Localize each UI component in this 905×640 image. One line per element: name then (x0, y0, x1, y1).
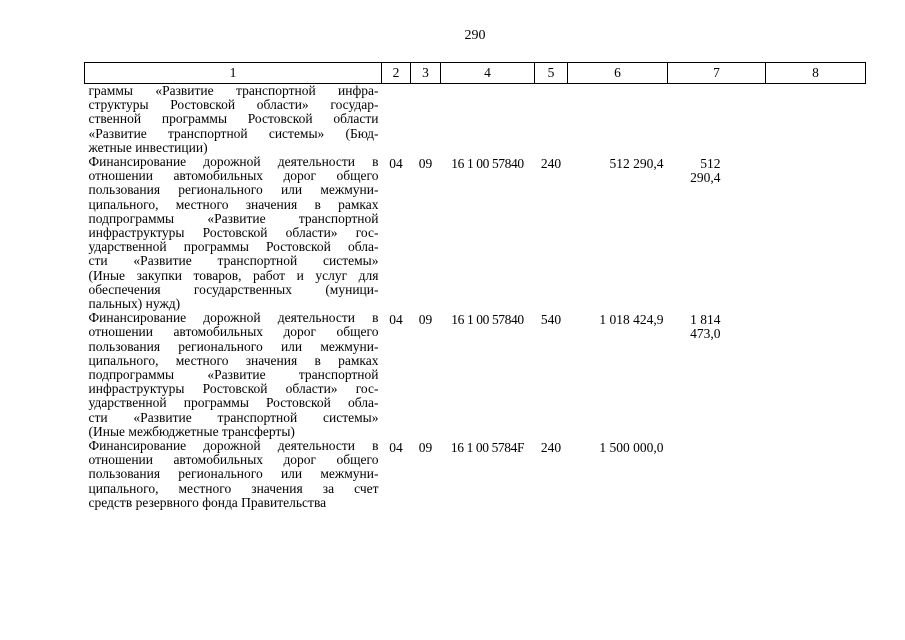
row-description (85, 84, 382, 156)
description-line: отношении автомобильных дорог общего (88, 168, 379, 184)
amount-year-3 (766, 311, 866, 439)
target-article-code: 16 1 00 57840 (451, 156, 524, 172)
amount-year-2: 512 290,4 (690, 156, 721, 186)
description-line: пользования регионального или межмуни- (88, 182, 379, 198)
column-header-1: 1 (85, 63, 382, 84)
description-line: инфраструктуры Ростовской области» гос- (88, 225, 379, 241)
row-description (85, 155, 382, 311)
description-line: ударственной программы Ростовской обла- (88, 239, 379, 255)
description-line: Финансирование дорожной деятельности в (88, 438, 379, 454)
column-header-3: 3 (411, 63, 441, 84)
description-line: Финансирование дорожной деятельности в (88, 154, 379, 170)
description-line: (Иные межбюджетные трансферты) (88, 423, 295, 439)
amount-year-1: 1 018 424,9 (599, 312, 664, 328)
column-header-6: 6 (568, 63, 668, 84)
subsection-code (411, 84, 441, 156)
target-article-code (441, 84, 535, 156)
section-code: 04 (389, 156, 403, 172)
description-line: отношении автомобильных дорог общего (88, 452, 379, 468)
column-header-2: 2 (382, 63, 411, 84)
description-line: отношении автомобильных дорог общего (88, 324, 379, 340)
expense-type-code: 240 (540, 440, 562, 456)
column-header-4: 4 (441, 63, 535, 84)
target-article-code: 16 1 00 57840 (451, 312, 524, 328)
description-line: Финансирование дорожной деятельности в (88, 310, 379, 326)
table-header-row (85, 63, 866, 84)
description-line: пользования регионального или межмуни- (88, 338, 379, 354)
description-line: сти «Развитие транспортной системы» (88, 253, 379, 269)
description-line: средств резервного фонда Правительства (88, 494, 327, 510)
target-article-code: 16 1 00 5784F (450, 440, 525, 456)
description-line: ципального, местного значения в рамках (88, 352, 379, 368)
amount-year-3 (766, 84, 866, 156)
table-row (85, 439, 866, 510)
description-line: пользования регионального или межмуни- (88, 466, 379, 482)
table-row (85, 84, 866, 156)
description-line: подпрограммы «Развитие транспортной (88, 210, 379, 226)
column-header-5: 5 (535, 63, 568, 84)
description-line: ударственной программы Ростовской обла- (88, 395, 379, 411)
description-line: ственной программы Ростовской области (88, 111, 379, 127)
description-line: сти «Развитие транспортной системы» (88, 409, 379, 425)
description-line: инфраструктуры Ростовской области» гос- (88, 381, 379, 397)
amount-year-2: 1 814 473,0 (690, 312, 721, 342)
table-row (85, 311, 866, 439)
expense-type-code: 240 (540, 156, 562, 172)
row-description (85, 439, 382, 510)
expense-type-code (535, 84, 568, 156)
amount-year-1 (568, 84, 668, 156)
description-line: (Иные закупки товаров, работ и услуг для (88, 267, 379, 283)
column-header-7: 7 (668, 63, 766, 84)
amount-year-1: 512 290,4 (609, 156, 664, 172)
table-body (85, 84, 866, 511)
description-line: жетные инвестиции) (88, 139, 208, 155)
amount-year-2 (668, 439, 766, 510)
description-line: ципального, местного значения в рамках (88, 196, 379, 212)
description-line: подпрограммы «Развитие транспортной (88, 367, 379, 383)
subsection-code: 09 (418, 440, 433, 456)
description-line: граммы «Развитие транспортной инфра- (88, 83, 379, 98)
description-line: структуры Ростовской области» государ- (88, 97, 379, 113)
page-number: 290 (464, 28, 486, 43)
budget-table (84, 62, 866, 510)
column-header-8: 8 (766, 63, 866, 84)
subsection-code: 09 (418, 312, 433, 328)
description-line: пальных) нужд) (88, 296, 181, 312)
table-row (85, 155, 866, 311)
description-line: «Развитие транспортной системы» (Бюд- (88, 125, 379, 141)
row-description (85, 311, 382, 439)
amount-year-1: 1 500 000,0 (599, 440, 664, 456)
amount-year-3 (766, 439, 866, 510)
section-code: 04 (389, 440, 403, 456)
amount-year-3 (766, 155, 866, 311)
section-code: 04 (389, 312, 403, 328)
expense-type-code: 540 (540, 312, 562, 328)
amount-year-2 (668, 84, 766, 156)
subsection-code: 09 (418, 156, 433, 172)
description-line: обеспечения государственных (муници- (88, 281, 379, 297)
section-code (382, 84, 411, 156)
description-line: ципального, местного значения за счет (88, 480, 379, 496)
